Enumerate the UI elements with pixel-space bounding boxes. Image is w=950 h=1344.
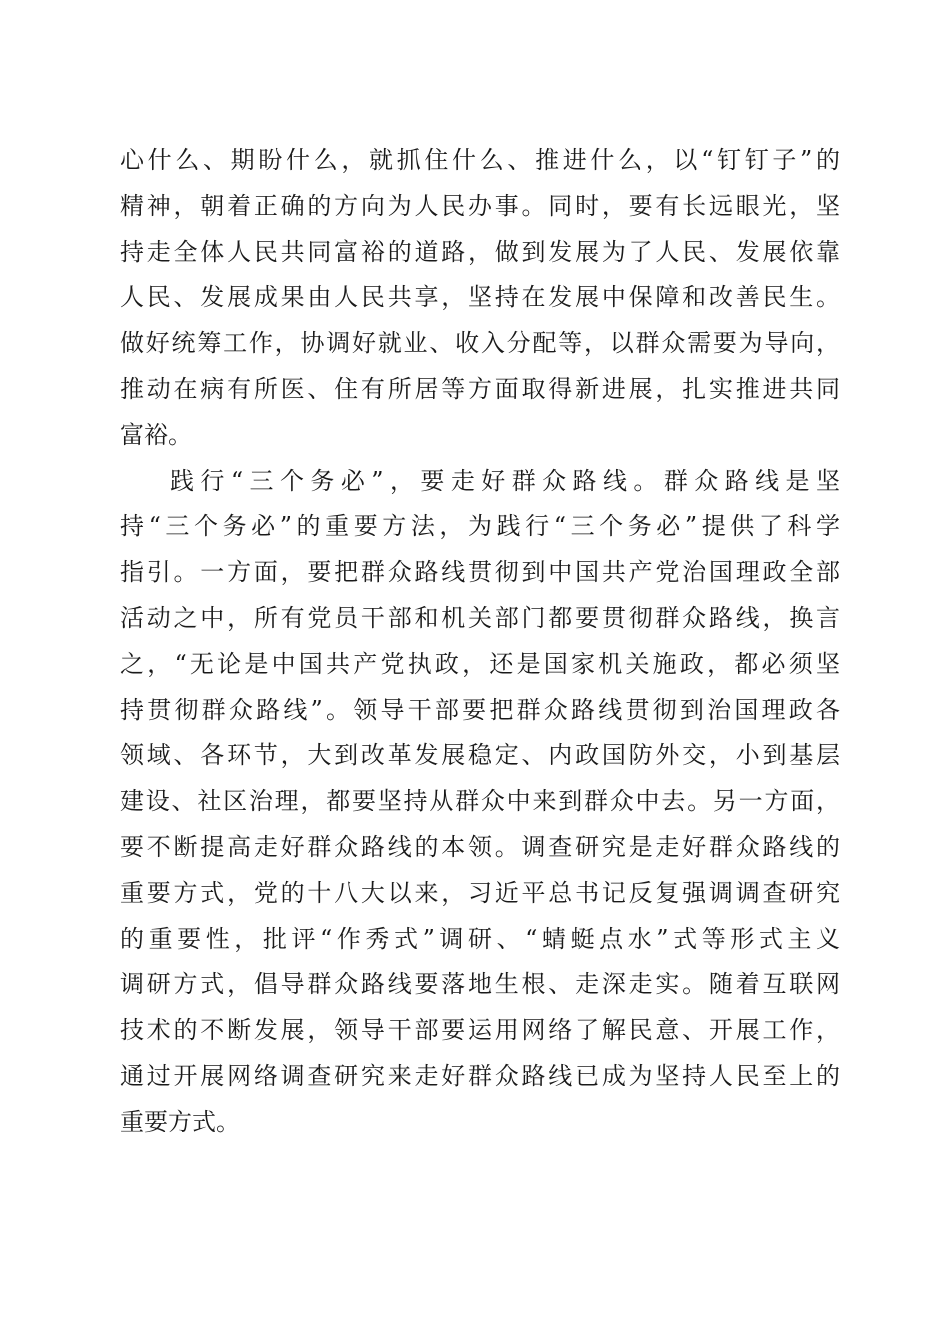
paragraph-line: 富裕。: [120, 420, 192, 449]
paragraph-line: 之，“无论是中国共产党执政，还是国家机关施政，都必须坚: [120, 649, 840, 678]
paragraph-line: 心什么、期盼什么，就抓住什么、推进什么，以“钉钉子”的: [120, 146, 840, 174]
paragraph-line: 领域、各环节，大到改革发展稳定、内政国防外交，小到基层: [120, 741, 840, 770]
paragraph-1: [120, 138, 840, 459]
paragraph-line: 重要方式。: [120, 1107, 240, 1136]
paragraph-line: 推动在病有所医、住有所居等方面取得新进展，扎实推进共同: [120, 374, 840, 403]
paragraph-2: [120, 459, 840, 1146]
document-body: [120, 138, 840, 1146]
paragraph-line: 的重要性，批评“作秀式”调研、“蜻蜓点水”式等形式主义: [120, 924, 840, 953]
paragraph-line: 技术的不断发展，领导干部要运用网络了解民意、开展工作，: [120, 1016, 840, 1045]
paragraph-line: 践行“三个务必”，要走好群众路线。群众路线是坚: [170, 466, 840, 495]
paragraph-line: 持走全体人民共同富裕的道路，做到发展为了人民、发展依靠: [120, 237, 840, 266]
paragraph-line: 做好统筹工作，协调好就业、收入分配等，以群众需要为导向，: [120, 329, 840, 358]
paragraph-line: 持贯彻群众路线”。领导干部要把群众路线贯彻到治国理政各: [120, 695, 840, 724]
paragraph-line: 通过开展网络调查研究来走好群众路线已成为坚持人民至上的: [120, 1061, 840, 1090]
paragraph-line: 调研方式，倡导群众路线要落地生根、走深走实。随着互联网: [120, 970, 840, 999]
paragraph-line: 建设、社区治理，都要坚持从群众中来到群众中去。另一方面，: [120, 787, 840, 816]
paragraph-line: 人民、发展成果由人民共享，坚持在发展中保障和改善民生。: [120, 283, 840, 312]
paragraph-line: 指引。一方面，要把群众路线贯彻到中国共产党治国理政全部: [120, 558, 840, 587]
paragraph-line: 重要方式，党的十八大以来，习近平总书记反复强调调查研究: [120, 878, 840, 907]
paragraph-line: 持“三个务必”的重要方法，为践行“三个务必”提供了科学: [120, 512, 840, 541]
paragraph-line: 要不断提高走好群众路线的本领。调查研究是走好群众路线的: [120, 832, 840, 861]
paragraph-line: 活动之中，所有党员干部和机关部门都要贯彻群众路线，换言: [120, 603, 840, 632]
paragraph-line: 精神，朝着正确的方向为人民办事。同时，要有长远眼光，坚: [120, 191, 840, 220]
